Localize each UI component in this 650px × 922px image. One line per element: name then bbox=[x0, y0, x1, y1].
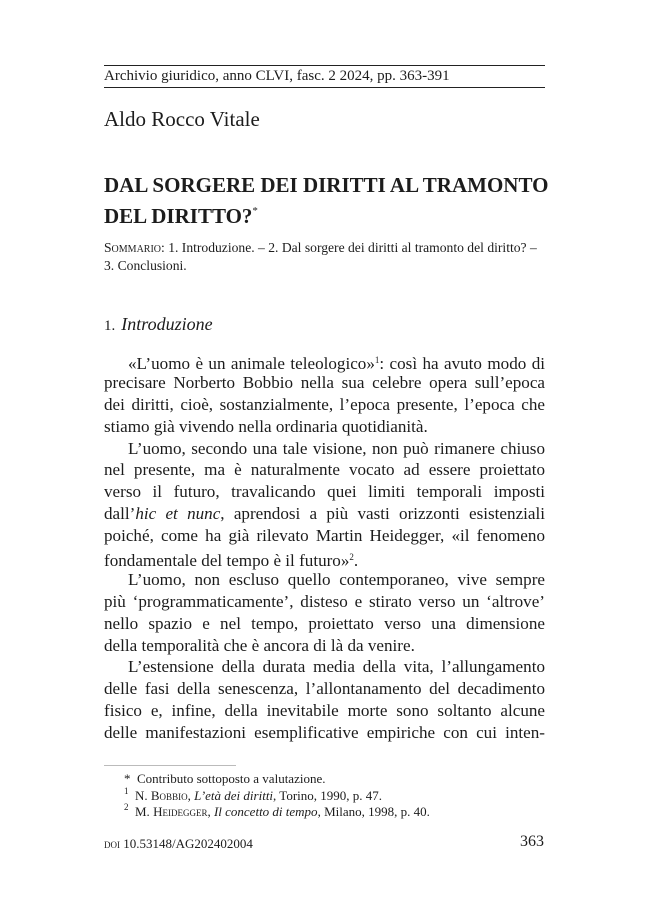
body-line: nello spazio e nel tempo, proiettato verso una dimensione bbox=[104, 613, 545, 633]
summary-text: 1. Introduzione. – 2. Dal sorgere dei diritti al tramonto del diritto? – 3. Conclusioni. bbox=[104, 240, 537, 273]
footnote-text: Contributo sottoposto a valutazione. bbox=[137, 771, 326, 786]
footnote-star bbox=[124, 771, 325, 787]
footnote-author: Bobbio bbox=[150, 788, 188, 803]
body-line: delle manifestazioni esemplificative empiriche con cui inten- bbox=[104, 723, 545, 743]
body-line: dei diritti, cioè, sostanzialmente, l’epoca presente, l’epoca che bbox=[104, 394, 545, 414]
footnote-author: Heidegger bbox=[153, 804, 208, 819]
footnote-mark: 1 bbox=[124, 786, 129, 796]
body-line-part: «L’uomo è un animale teleologico» bbox=[128, 354, 375, 373]
body-line: poiché, come ha già rilevato Martin Heidegger, «il fenomeno bbox=[104, 526, 545, 546]
footnote-ref-2: 2 bbox=[349, 552, 354, 563]
body-line: L’estensione della durata media della vita, l’allungamento bbox=[128, 657, 545, 677]
body-text bbox=[104, 350, 545, 744]
doi-line bbox=[104, 836, 253, 852]
body-line-part: , aprendosi a più vasti orizzonti esistenziali bbox=[220, 504, 545, 524]
page-number: 363 bbox=[520, 833, 544, 850]
header-bottom-rule bbox=[104, 87, 545, 88]
footnote-part: , Torino, 1990, p. 47. bbox=[273, 788, 383, 803]
body-line: verso il futuro, travalicando quei limiti temporali imposti bbox=[104, 482, 545, 502]
body-line: fisico e, infine, della inevitabile morte sono soltanto alcune bbox=[104, 701, 545, 721]
article-title-text: DAL SORGERE DEI DIRITTI AL TRAMONTO DEL DIRITTO? bbox=[104, 173, 549, 228]
title-footnote-mark: * bbox=[252, 205, 258, 217]
footnote-mark: 2 bbox=[124, 802, 129, 812]
doi-value: 10.53148/AG202402004 bbox=[123, 836, 253, 851]
body-line bbox=[104, 503, 545, 525]
body-line bbox=[104, 350, 545, 372]
summary-label: Sommario: bbox=[104, 240, 165, 255]
body-line-italic: hic et nunc bbox=[135, 504, 221, 524]
footnote-part: M. bbox=[135, 804, 154, 819]
footnote-part: , bbox=[187, 788, 195, 803]
body-line-part: : così ha avuto modo di bbox=[379, 354, 546, 373]
journal-citation: Archivio giuridico, anno CLVI, fasc. 2 2024, pp. 363-391 bbox=[104, 68, 450, 84]
section-number: 1. bbox=[104, 318, 116, 334]
body-line: L’uomo, secondo una tale visione, non può rimanere chiuso bbox=[128, 438, 545, 458]
footnote-work: Il concetto di tempo bbox=[213, 804, 318, 819]
article-title bbox=[104, 172, 564, 229]
body-line: più ‘programmaticamente’, disteso e stirato verso un ‘altrove’ bbox=[104, 591, 545, 611]
header-top-rule bbox=[104, 65, 545, 66]
body-line-part: fondamentale del tempo è il futuro» bbox=[104, 551, 350, 571]
author-name: Aldo Rocco Vitale bbox=[104, 107, 260, 131]
section-title: Introduzione bbox=[121, 314, 213, 334]
body-line: L’uomo, non escluso quello contemporaneo, vive sempre bbox=[128, 569, 545, 589]
section-heading bbox=[104, 314, 213, 335]
doi-label: doi bbox=[104, 836, 120, 851]
body-line-part: dall’ bbox=[104, 504, 136, 524]
footnote-work: L’età dei diritti bbox=[194, 788, 274, 803]
footnote-part: N. bbox=[135, 788, 151, 803]
body-line: stiamo già vivendo nella ordinaria quotidianità. bbox=[104, 416, 428, 436]
body-line: fondamentale del tempo è il futuro»$^2$. bbox=[104, 551, 359, 571]
body-line: delle fasi della senescenza, l’allontanamento del decadimento bbox=[104, 679, 545, 699]
footnote-part: , Milano, 1998, p. 40. bbox=[317, 804, 430, 819]
body-line: della temporalità che è ancora di là da venire. bbox=[104, 635, 415, 655]
body-line: nel presente, ma è naturalmente vocato ad essere proiettato bbox=[104, 460, 545, 480]
summary bbox=[104, 239, 545, 275]
footnote-ref-1: 1 bbox=[374, 355, 380, 365]
footnote-mark: * bbox=[124, 771, 131, 786]
footnote-part: , bbox=[207, 804, 214, 819]
body-line: precisare Norberto Bobbio nella sua celebre opera sull’epoca bbox=[104, 372, 545, 392]
footnote-separator bbox=[104, 765, 236, 766]
footnote-2 bbox=[124, 802, 430, 820]
